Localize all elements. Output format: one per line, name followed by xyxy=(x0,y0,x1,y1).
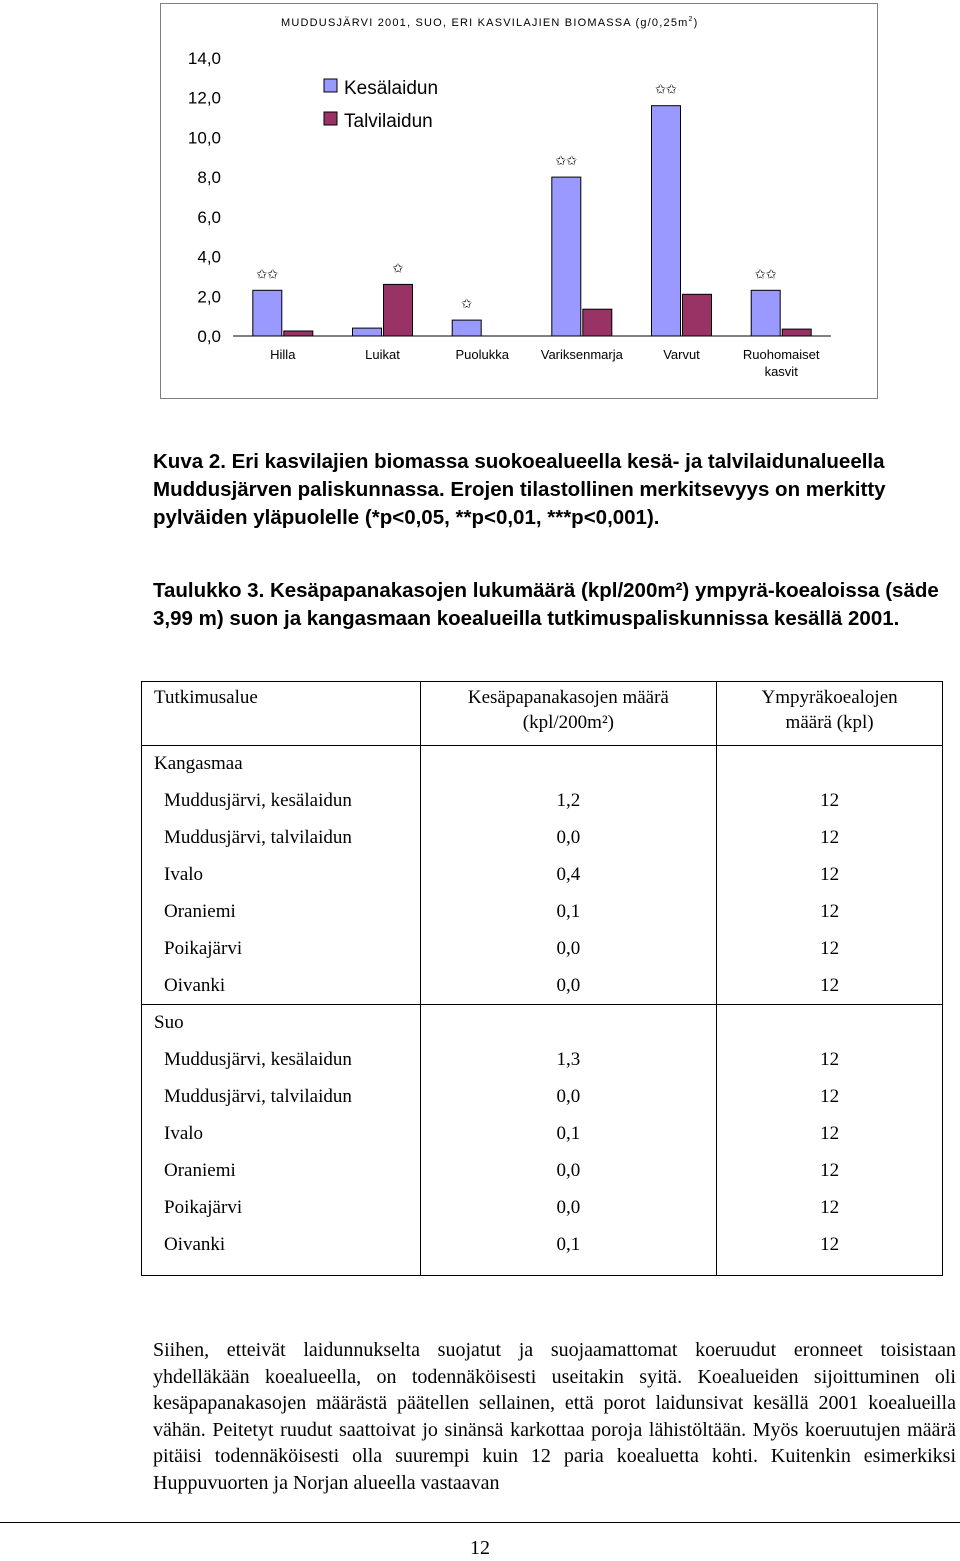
cell-count: 1,3 xyxy=(420,1041,717,1078)
table-row xyxy=(142,1115,943,1152)
bar-talvilaidun xyxy=(384,284,413,336)
cell-count: 0,1 xyxy=(420,1226,717,1276)
cell-plots: 12 xyxy=(717,1115,943,1152)
footer-divider xyxy=(0,1522,960,1523)
cell-plots: 12 xyxy=(717,893,943,930)
cell-area: Oivanki xyxy=(142,1226,421,1276)
cell-area: Ivalo xyxy=(142,856,421,893)
x-tick-label: Varvut xyxy=(663,347,700,362)
significance-marker: ✩✩ xyxy=(256,267,279,283)
x-tick-label: Ruohomaiset xyxy=(742,347,820,362)
legend-swatch xyxy=(324,112,337,125)
cell-count: 1,2 xyxy=(420,782,717,819)
cell-area: Muddusjärvi, talvilaidun xyxy=(142,1078,421,1115)
cell-plots: 12 xyxy=(717,856,943,893)
table-caption: Taulukko 3. Kesäpapanakasojen lukumäärä (kpl/200m²) ympyrä-koealoissa (säde 3,99 m) suon ja kangasmaan koealueilla tutkimuspaliskunnissa kesällä 2001. xyxy=(153,579,939,630)
bar-kesalaidun xyxy=(452,320,481,336)
cell-count: 0,1 xyxy=(420,1115,717,1152)
cell-area: Oivanki xyxy=(142,967,421,1005)
figure-caption: Kuva 2. Eri kasvilajien biomassa suokoealueella kesä- ja talvilaidunalueella Muddusjärven paliskunnassa. Erojen tilastollinen merkitsevyys on merkitty pylväiden yläpuolelle (*p<0,05, **p<0,01, ***p<0,001). xyxy=(153,450,886,529)
table-row xyxy=(142,893,943,930)
table-row xyxy=(142,782,943,819)
bar-kesalaidun xyxy=(652,106,681,336)
y-tick-label: 6,0 xyxy=(197,207,221,227)
y-tick-label: 0,0 xyxy=(197,327,221,346)
cell-area: Ivalo xyxy=(142,1115,421,1152)
cell-area: Oraniemi xyxy=(142,893,421,930)
y-tick-label: 12,0 xyxy=(187,88,221,108)
cell-area: Oraniemi xyxy=(142,1152,421,1189)
x-tick-label: Luikat xyxy=(365,347,400,362)
dung-pile-table xyxy=(141,681,943,1276)
y-tick-label: 8,0 xyxy=(197,168,221,188)
significance-marker: ✩ xyxy=(392,261,404,277)
table-row xyxy=(142,967,943,1005)
cell-plots: 12 xyxy=(717,782,943,819)
cell-plots: 12 xyxy=(717,1226,943,1276)
cell-plots: 12 xyxy=(717,930,943,967)
bar-kesalaidun xyxy=(552,177,581,336)
cell-count: 0,0 xyxy=(420,1152,717,1189)
cell-plots: 12 xyxy=(717,1078,943,1115)
table-row xyxy=(142,1189,943,1226)
table-header-row xyxy=(142,682,943,746)
header-area: Tutkimusalue xyxy=(142,682,421,746)
cell-count: 0,0 xyxy=(420,930,717,967)
significance-marker: ✩✩ xyxy=(655,82,677,98)
cell-plots: 12 xyxy=(717,1189,943,1226)
table-row xyxy=(142,819,943,856)
legend-swatch xyxy=(324,79,337,92)
legend-label: Kesälaidun xyxy=(344,78,439,99)
header-plots: Ympyräkoealojen määrä (kpl) xyxy=(717,682,943,746)
y-tick-label: 10,0 xyxy=(187,128,221,148)
cell-area: Poikajärvi xyxy=(142,930,421,967)
cell-count: 0,4 xyxy=(420,856,717,893)
table-row xyxy=(142,930,943,967)
table-row xyxy=(142,1226,943,1276)
cell-plots: 12 xyxy=(717,819,943,856)
x-tick-label: Puolukka xyxy=(455,347,509,362)
biomass-bar-chart xyxy=(161,4,879,400)
bar-talvilaidun xyxy=(583,309,612,336)
page-number: 12 xyxy=(470,1537,490,1559)
bar-kesalaidun xyxy=(751,290,780,336)
body-paragraph: Siihen, etteivät laidunnukselta suojatut ja suojaamattomat koeruudut eronneet toisistaan yhdelläkään koealueella, on todennäköisesti useitakin syitä. Koealueiden sijoittuminen oli kesäpapanakasojen määrästä päätellen sellainen, että porot laidunsivat kesällä 2001 koealueilla vähän. Peitetyt ruudut saattoivat jo sinänsä karkottaa poroja lähistöltään. Myös koeruutujen määrä pitäisi todennäköisesti olla suurempi kuin 12 paria koealuetta kohti. Kuitenkin esimerkiksi Huppuvuorten ja Norjan alueella vastaavan xyxy=(153,1339,956,1494)
cell-count: 0,0 xyxy=(420,967,717,1005)
cell-area: Poikajärvi xyxy=(142,1189,421,1226)
significance-marker: ✩✩ xyxy=(555,154,578,170)
table-row xyxy=(142,1041,943,1078)
section-label: Kangasmaa xyxy=(142,746,421,783)
bar-talvilaidun xyxy=(782,329,811,336)
x-axis-ticks xyxy=(270,347,820,379)
table-row xyxy=(142,1152,943,1189)
cell-count: 0,0 xyxy=(420,1078,717,1115)
y-tick-label: 14,0 xyxy=(187,49,221,68)
cell-count: 0,0 xyxy=(420,1189,717,1226)
table-section-row xyxy=(142,746,943,783)
table-section-row xyxy=(142,1005,943,1042)
cell-count: 0,0 xyxy=(420,819,717,856)
significance-marker: ✩ xyxy=(461,297,473,313)
bars xyxy=(253,106,811,336)
x-tick-label: Hilla xyxy=(270,347,296,362)
bar-talvilaidun xyxy=(683,294,712,336)
section-label: Suo xyxy=(142,1005,421,1042)
cell-plots: 12 xyxy=(717,967,943,1005)
cell-plots: 12 xyxy=(717,1152,943,1189)
x-tick-label: Variksenmarja xyxy=(540,347,623,362)
y-axis-ticks xyxy=(188,49,221,346)
y-tick-label: 2,0 xyxy=(197,287,221,307)
bar-talvilaidun xyxy=(284,331,313,336)
header-count: Kesäpapanakasojen määrä (kpl/200m²) xyxy=(420,682,717,746)
significance-marker: ✩✩ xyxy=(754,267,777,283)
table-row xyxy=(142,1078,943,1115)
x-tick-label: kasvit xyxy=(764,364,798,379)
y-tick-label: 4,0 xyxy=(197,247,221,267)
chart-legend xyxy=(324,78,438,132)
chart-frame xyxy=(160,3,878,399)
table-row xyxy=(142,856,943,893)
legend-label: Talvilaidun xyxy=(344,111,433,132)
cell-plots: 12 xyxy=(717,1041,943,1078)
cell-area: Muddusjärvi, kesälaidun xyxy=(142,782,421,819)
bar-kesalaidun xyxy=(253,290,282,336)
cell-area: Muddusjärvi, kesälaidun xyxy=(142,1041,421,1078)
chart-title: MUDDUSJÄRVI 2001, SUO, ERI KASVILAJIEN BIOMASSA $(g/0,25m^2)$ xyxy=(281,16,699,29)
cell-count: 0,1 xyxy=(420,893,717,930)
bar-kesalaidun xyxy=(353,328,382,336)
cell-area: Muddusjärvi, talvilaidun xyxy=(142,819,421,856)
